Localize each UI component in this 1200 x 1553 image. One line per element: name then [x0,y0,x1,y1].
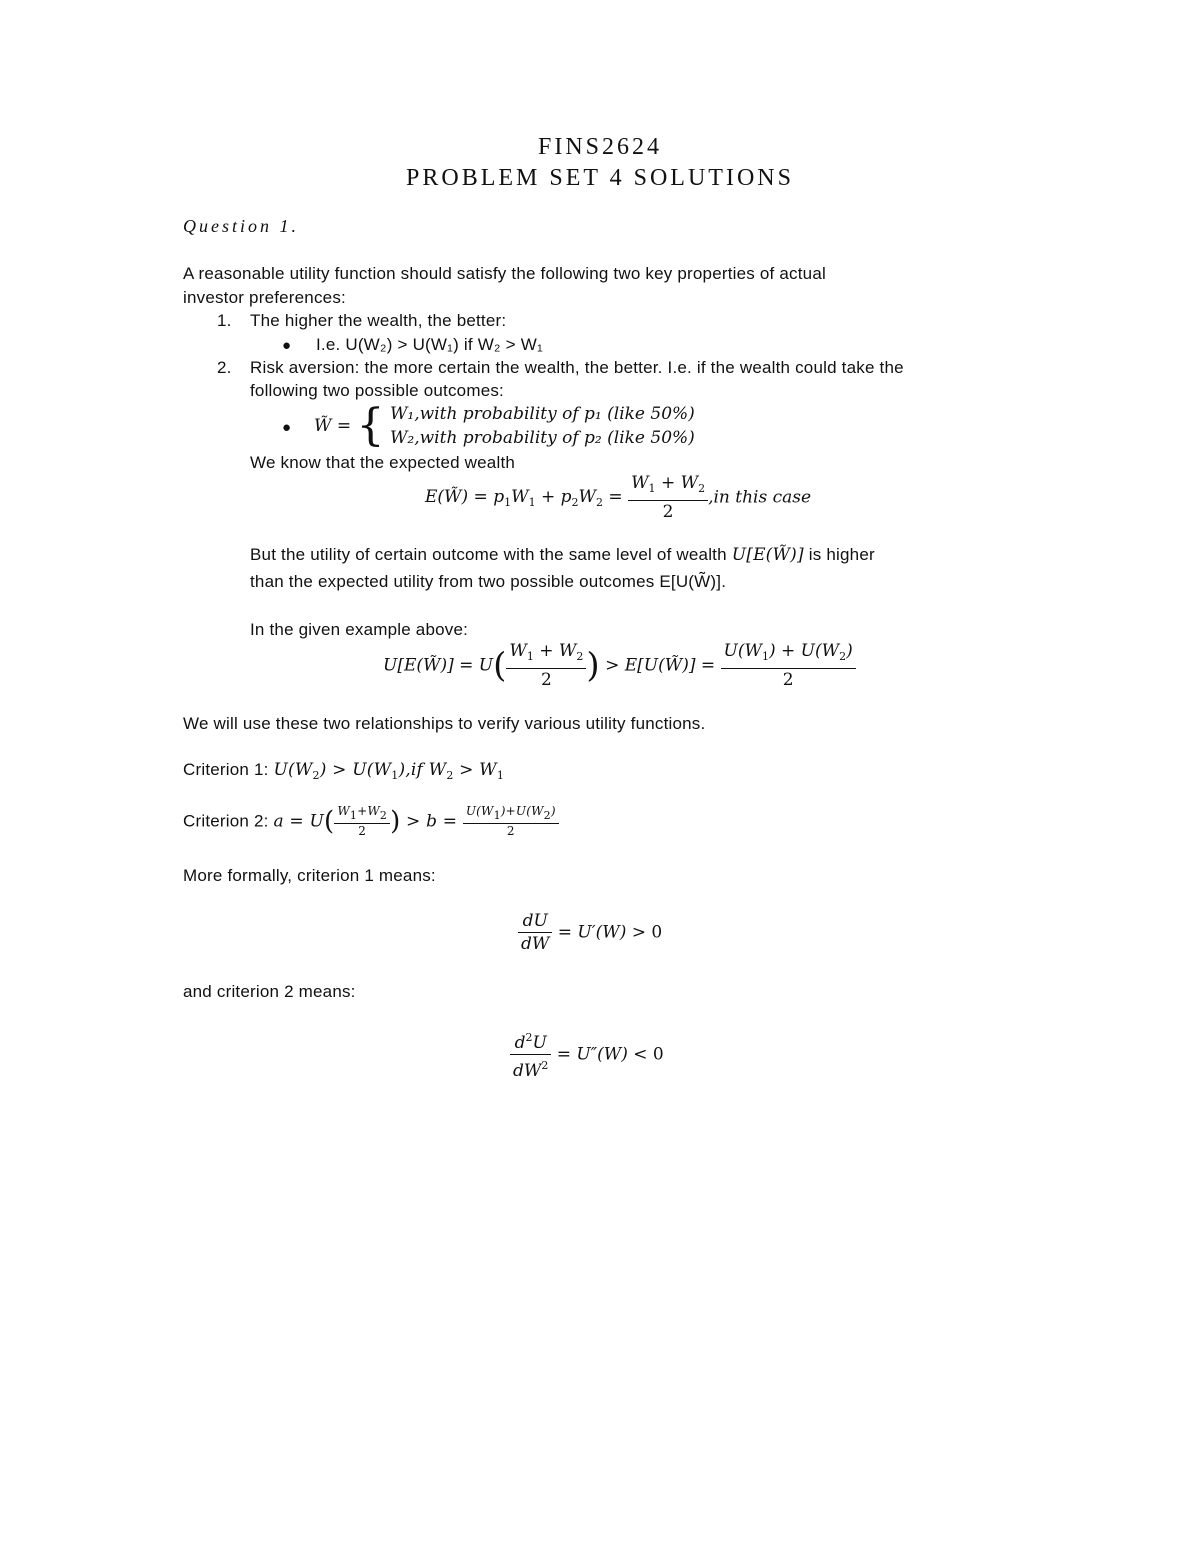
criterion-2-label: Criterion 2: [183,811,269,831]
second-derivative-equation: $\frac{d^2U}{dW^2}$ = U″(W) < 0 [510,1027,664,1082]
criterion-2: Criterion 2: a = U( $\frac{W1+W2}{2}$ ) > b = $\frac{U(W1)+U(W2)}{2}$ [183,804,559,839]
list-item-1-number: 1. [217,311,232,330]
outcome-2: W₂,with probability of p₂ (like 50%) [389,428,695,448]
list-item-2-line-1: Risk aversion: the more certain the wealth, the better. I.e. if the wealth could take the [250,358,904,377]
document-title-problem-set: PROBLEM SET 4 SOLUTIONS [406,165,794,191]
question-heading: Question 1. [183,216,299,236]
left-brace-symbol: { [356,400,385,451]
list-item-2-number: 2. [217,358,232,377]
certain-outcome-text: But the utility of certain outcome with the same level of wealth [250,545,727,564]
expected-wealth-suffix: ,in this case [708,487,812,508]
certain-outcome-line-1: But the utility of certain outcome with the same level of wealth U[E(W̃)] is higher [250,545,875,565]
outcome-1: W₁,with probability of p₁ (like 50%) [389,404,695,424]
formal-criterion-2-text: and criterion 2 means: [183,982,356,1001]
criterion-1-label: Criterion 1: [183,760,269,779]
expected-wealth-equation: E(W̃) = $p_1W_1 + p_2W_2$ = $\frac{W_1 + W_2}{2}$ ,in this case [425,473,812,522]
formal-criterion-1-text: More formally, criterion 1 means: [183,866,436,885]
example-intro: In the given example above: [250,620,469,639]
first-derivative-equation: $\frac{dU}{dW}$ = U′(W) > 0 [518,910,662,955]
intro-line-1: A reasonable utility function should satisfy the following two key properties of actual [183,264,826,283]
list-item-1-text: The higher the wealth, the better: [250,311,507,330]
wealth-definition: W̃ = { W₁,with probability of p₁ (like 50%) W₂,with probability of p₂ (like 50%) [314,400,695,451]
document-title-course: FINS2624 [537,134,663,160]
utility-inequality-equation: U[E(W̃)] = U( $\frac{W_1 + W_2}{2}$ ) > E[U(W̃)] = $\frac{U(W_1) + U(W_2)}{2}$ [383,640,856,691]
bullet-icon: ● [282,337,292,354]
certain-outcome-line-2: than the expected utility from two possible outcomes E[U(W̃)]. [250,572,727,591]
intro-line-2: investor preferences: [183,288,346,307]
bullet-icon: ● [282,419,292,436]
certain-outcome-text-end: is higher [808,545,875,564]
criterion-1: Criterion 1: $U(W_2) > U(W_1),if$ $W_2 > W_1$ [183,760,505,782]
verify-text: We will use these two relationships to verify various utility functions. [183,714,706,733]
list-item-1-bullet-text: I.e. U(W₂) > U(W₁) if W₂ > W₁ [316,335,543,354]
expected-wealth-intro: We know that the expected wealth [250,453,516,472]
list-item-2-line-2: following two possible outcomes: [250,381,504,400]
